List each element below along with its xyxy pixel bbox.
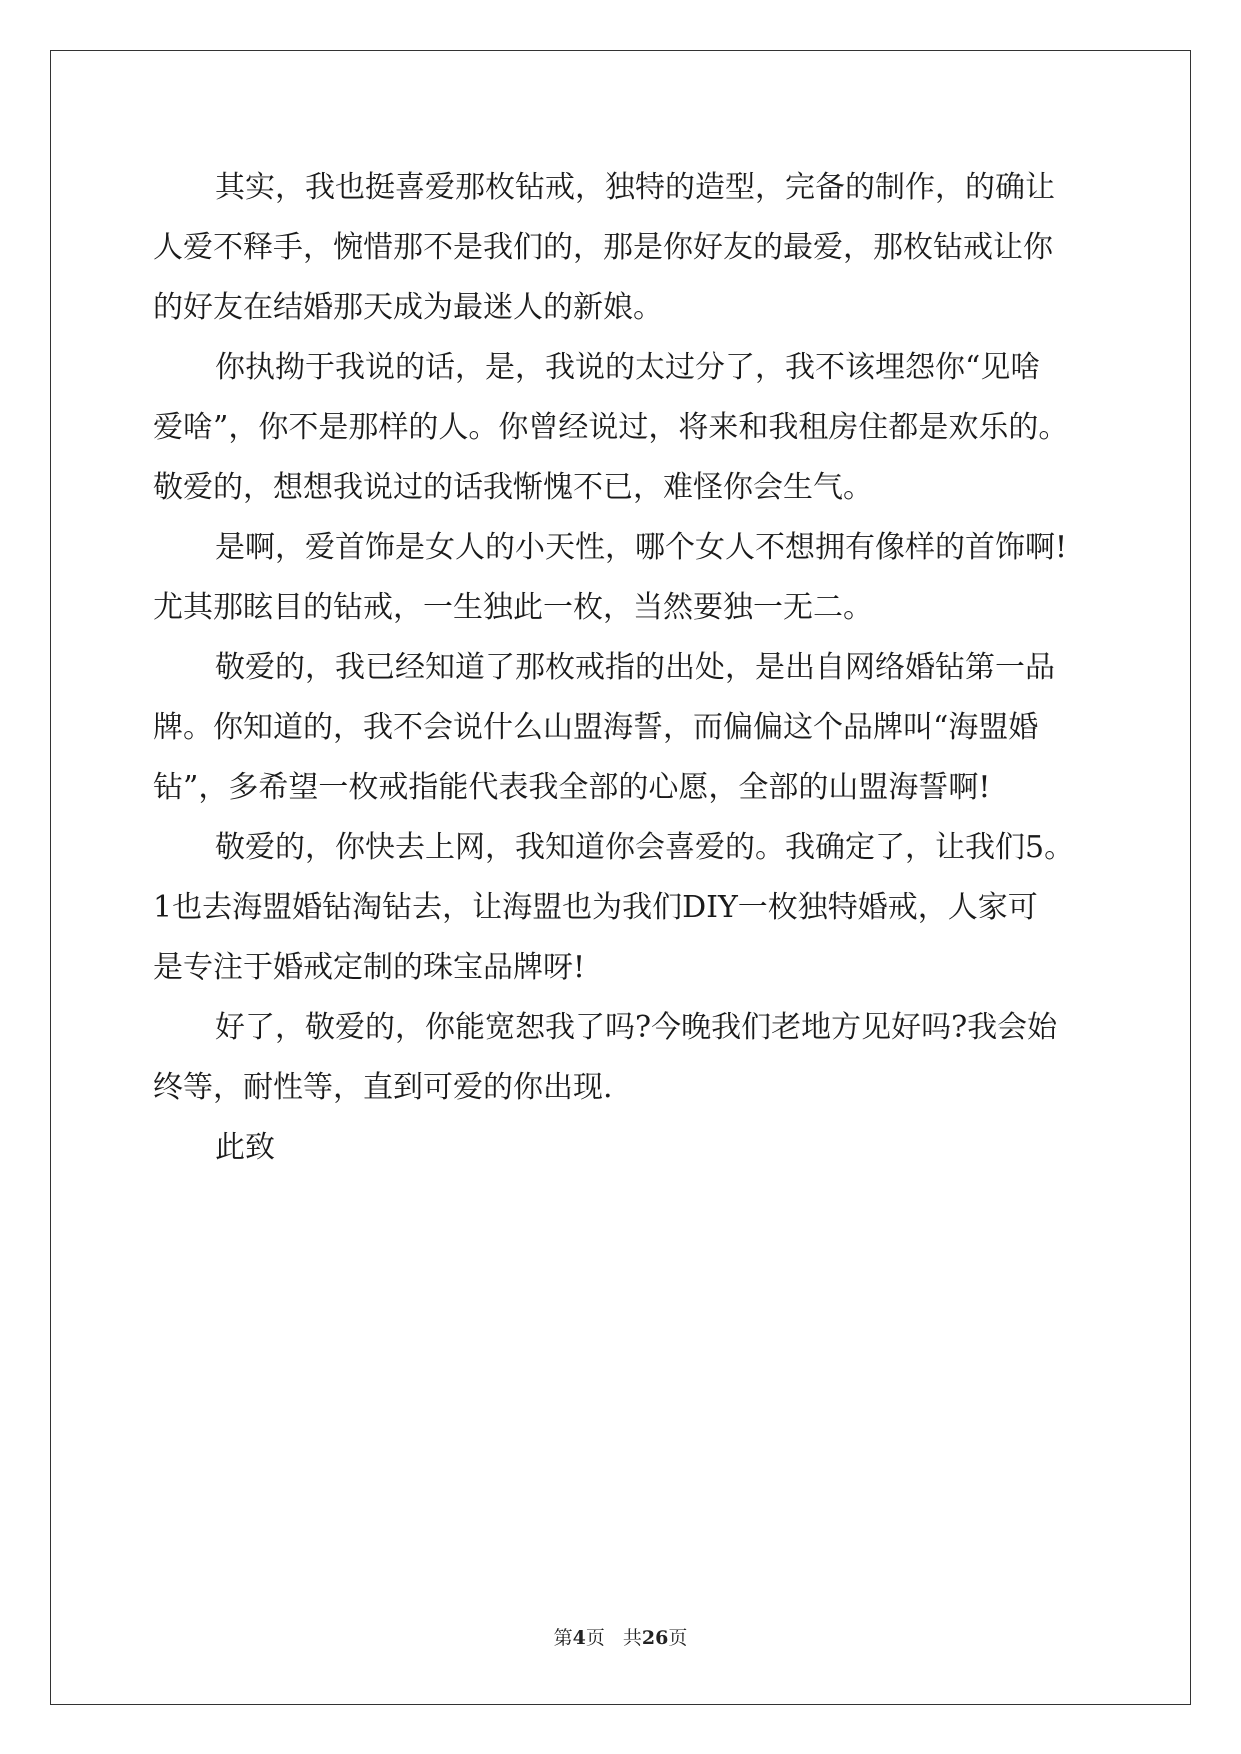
text-line: 此致 [215,1130,275,1165]
text-line: 尤其那眩目的钻戒，一生独此一枚，当然要独一无二。 [153,590,873,625]
text-line: 终等，耐性等，直到可爱的你出现. [153,1070,613,1105]
text-line: 钻”，多希望一枚戒指能代表我全部的心愿，全部的山盟海誓啊! [153,770,991,805]
page-footer [0,1623,1241,1650]
text-line: 你执拗于我说的话，是，我说的太过分了，我不该埋怨你“见啥 [215,350,1041,385]
text-line: 是专注于婚戒定制的珠宝品牌呀! [153,950,586,985]
text-line: 敬爱的，我已经知道了那枚戒指的出处，是出自网络婚钻第一品 [215,650,1055,685]
text-line: 1也去海盟婚钻淘钻去，让海盟也为我们DIY一枚独特婚戒，人家可 [153,890,1038,925]
current-page-number: 4 [572,1627,586,1649]
text-line: 爱啥”，你不是那样的人。你曾经说过，将来和我租房住都是欢乐的。 [153,410,1069,445]
page-label-suffix: 页 [585,1627,605,1649]
total-label-prefix: 共 [622,1627,642,1649]
page-label-prefix: 第 [553,1627,573,1649]
text-line: 其实，我也挺喜爱那枚钻戒，独特的造型，完备的制作，的确让 [215,170,1055,205]
text-line: 敬爱的，想想我说过的话我惭愧不已，难怪你会生气。 [153,470,873,505]
letter-body [153,158,1093,1178]
total-page-number: 26 [641,1627,669,1649]
total-label-suffix: 页 [668,1627,688,1649]
text-line: 人爱不释手，惋惜那不是我们的，那是你好友的最爱，那枚钻戒让你 [153,230,1053,265]
text-line: 的好友在结婚那天成为最迷人的新娘。 [153,290,663,325]
text-line: 是啊，爱首饰是女人的小天性，哪个女人不想拥有像样的首饰啊! [215,530,1068,565]
text-line: 敬爱的，你快去上网，我知道你会喜爱的。我确定了，让我们5。 [215,830,1075,865]
text-line: 牌。你知道的，我不会说什么山盟海誓，而偏偏这个品牌叫“海盟婚 [153,710,1039,745]
text-line: 好了，敬爱的，你能宽恕我了吗?今晚我们老地方见好吗?我会始 [215,1010,1058,1045]
